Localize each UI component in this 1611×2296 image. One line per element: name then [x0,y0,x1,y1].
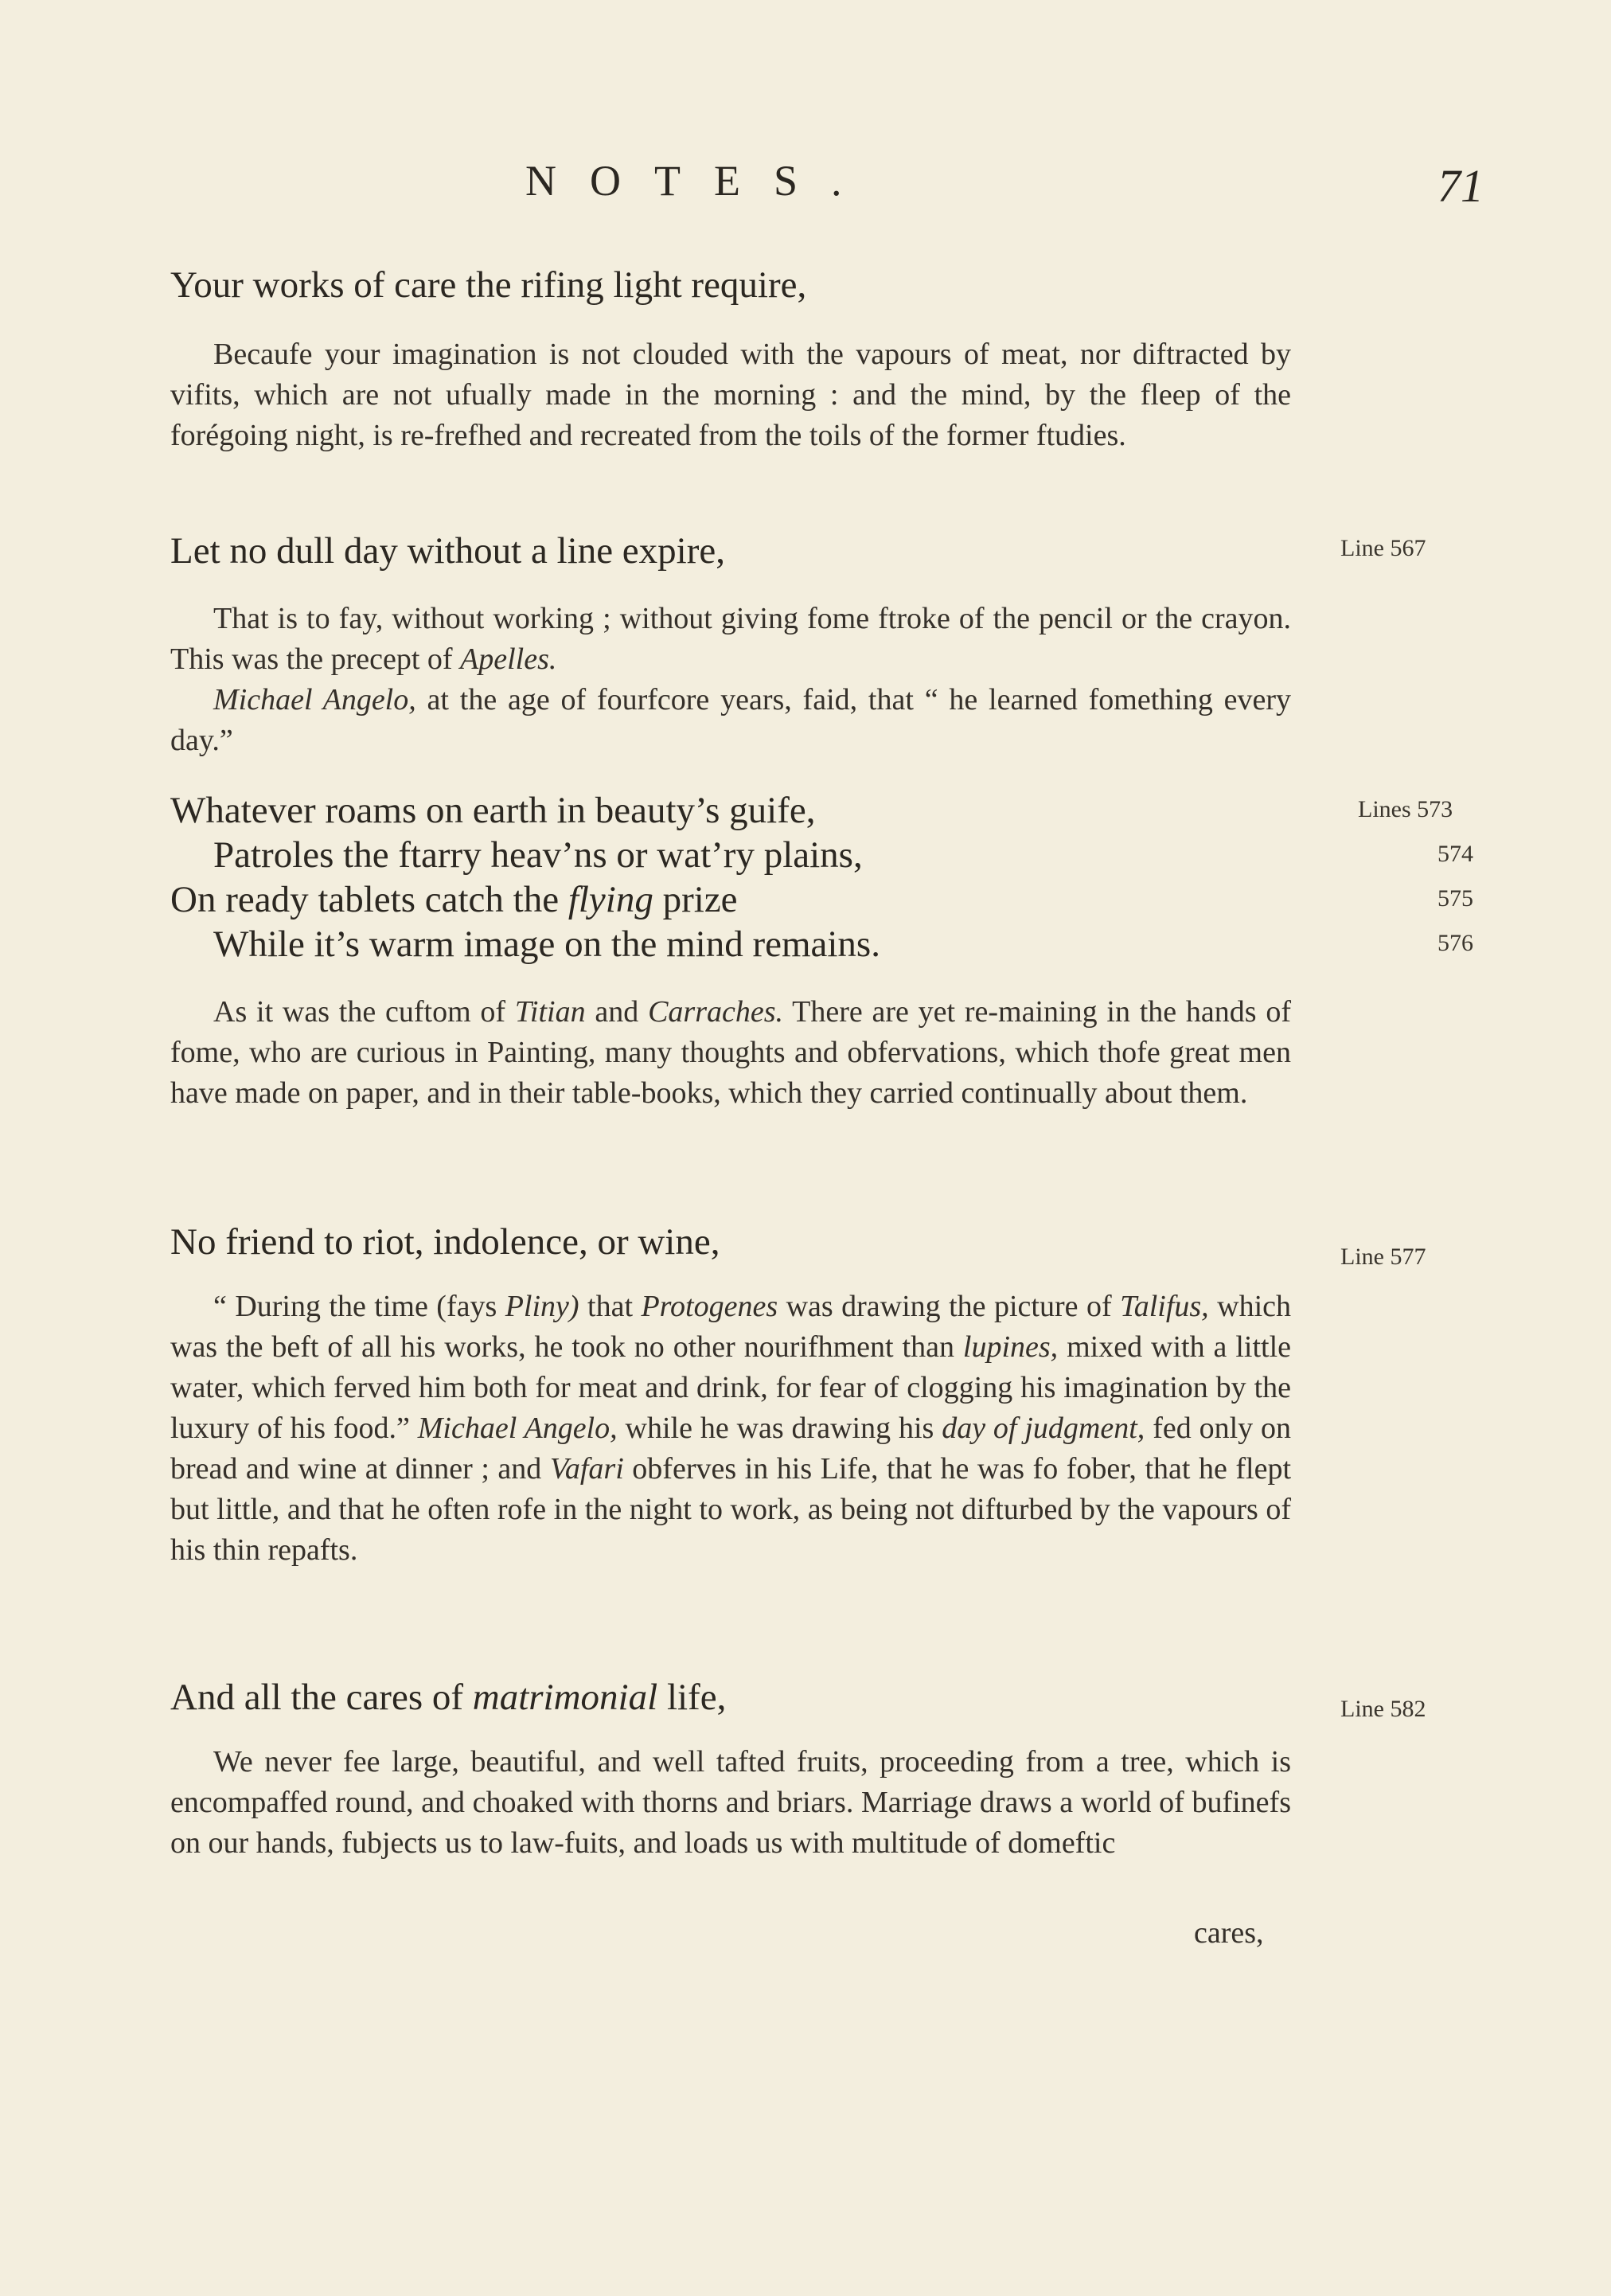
note-text: We never fee large, beautiful, and well tafted fruits, proceeding from a tree, which is encompaffed round, and choaked with thorns and briars. Marriage draws a world of bufinefs on our hands, fubjects us to law-fuits, and loads us with multitude of domeftic [170,1745,1291,1860]
line-reference: 575 [1437,885,1473,912]
line-reference: 574 [1437,841,1473,867]
page-number: 71 [1437,160,1484,212]
note-italic-name: Carraches. [648,995,784,1029]
line-reference: Line 567 [1340,535,1426,561]
verse-text: And all the cares of [170,1677,464,1718]
note-paragraph [170,599,1291,761]
verse-line [170,877,738,922]
note-paragraph [170,1742,1291,1864]
note-italic-name: Michael Angelo, [417,1412,618,1445]
verse-line [170,1675,726,1720]
note-italic-name: Pliny) [505,1290,579,1323]
line-reference: Line 577 [1340,1244,1426,1270]
note-text: while he was drawing his [625,1412,934,1445]
note-text: “ During the time (fays [213,1290,497,1323]
note-italic-name: lupines, [962,1330,1059,1364]
note-italic-name: day of judgment, [942,1412,1145,1445]
note-text: As it was the cuftom of [213,995,506,1029]
note-text: Becaufe your imagination is not clouded with the vapours of meat, nor diftracted by vifits, which are not ufually made in the morning : and the mind, by the fleep of the forégoing night, is re-frefhed and recreated from the toils of the former ftudies. [170,338,1291,452]
note-text: fed only on bread and wine at dinner ; and [170,1412,1292,1486]
note-text: obferves in his Life, that he was fo fober, that he flept but little, and that he often rofe in the night to work, as being not difturbed by the vapours of his thin repafts. [170,1452,1292,1567]
note-text: which was the beft of all his works, he took no other nourifhment than [170,1290,1291,1364]
note-text: There are yet re-maining in the hands of fome, who are curious in Painting, many thoughts and obfervations, which thofe great men have made on paper, and in their table-books, which they carried continually about them. [170,995,1292,1110]
verse-text: prize [662,879,738,920]
verse-line: No friend to riot, indolence, or wine, [170,1221,720,1263]
note-italic-name: Protogenes [641,1290,778,1323]
note-italic-name: Vafari [549,1452,624,1486]
catchword: cares, [1194,1916,1264,1950]
note-text: was drawing the picture of [786,1290,1112,1323]
verse-text: life, [666,1677,727,1718]
verse-line: Whatever roams on earth in beauty’s guife, [170,790,816,831]
page-header-title: NOTES. [525,157,876,205]
note-italic-name: Titian [514,995,586,1029]
note-text: and [595,995,639,1029]
note-text: mixed with a little water, which ferved him both for meat and drink, for fear of clogging his imagination by the luxury of his food.” [170,1330,1291,1445]
line-reference: Line 582 [1340,1696,1426,1722]
note-text: that [587,1290,634,1323]
note-paragraph [170,1287,1291,1571]
verse-italic-word: matrimonial [472,1677,658,1718]
note-italic-name: Apelles. [460,642,557,676]
note-text: at the age of fourfcore years, faid, that “ he learned fomething every day.” [170,683,1291,757]
verse-text: On ready tablets catch the [170,879,560,920]
verse-line: While it’s warm image on the mind remains. [213,923,880,965]
note-italic-name: Talifus, [1120,1290,1209,1323]
line-reference: Lines 573 [1358,796,1453,822]
note-text: That is to fay, without working ; without giving fome ftroke of the pencil or the crayon. This was the precept of [170,602,1291,676]
note-paragraph [170,992,1291,1114]
line-reference: 576 [1437,930,1473,956]
note-italic-name: Michael Angelo, [213,683,416,717]
verse-line: Your works of care the rifing light require, [170,264,807,306]
verse-line: Let no dull day without a line expire, [170,530,725,572]
verse-line: Patroles the ftarry heav’ns or wat’ry plains, [213,834,863,876]
verse-italic-word: flying [568,879,653,920]
note-paragraph [170,334,1291,456]
